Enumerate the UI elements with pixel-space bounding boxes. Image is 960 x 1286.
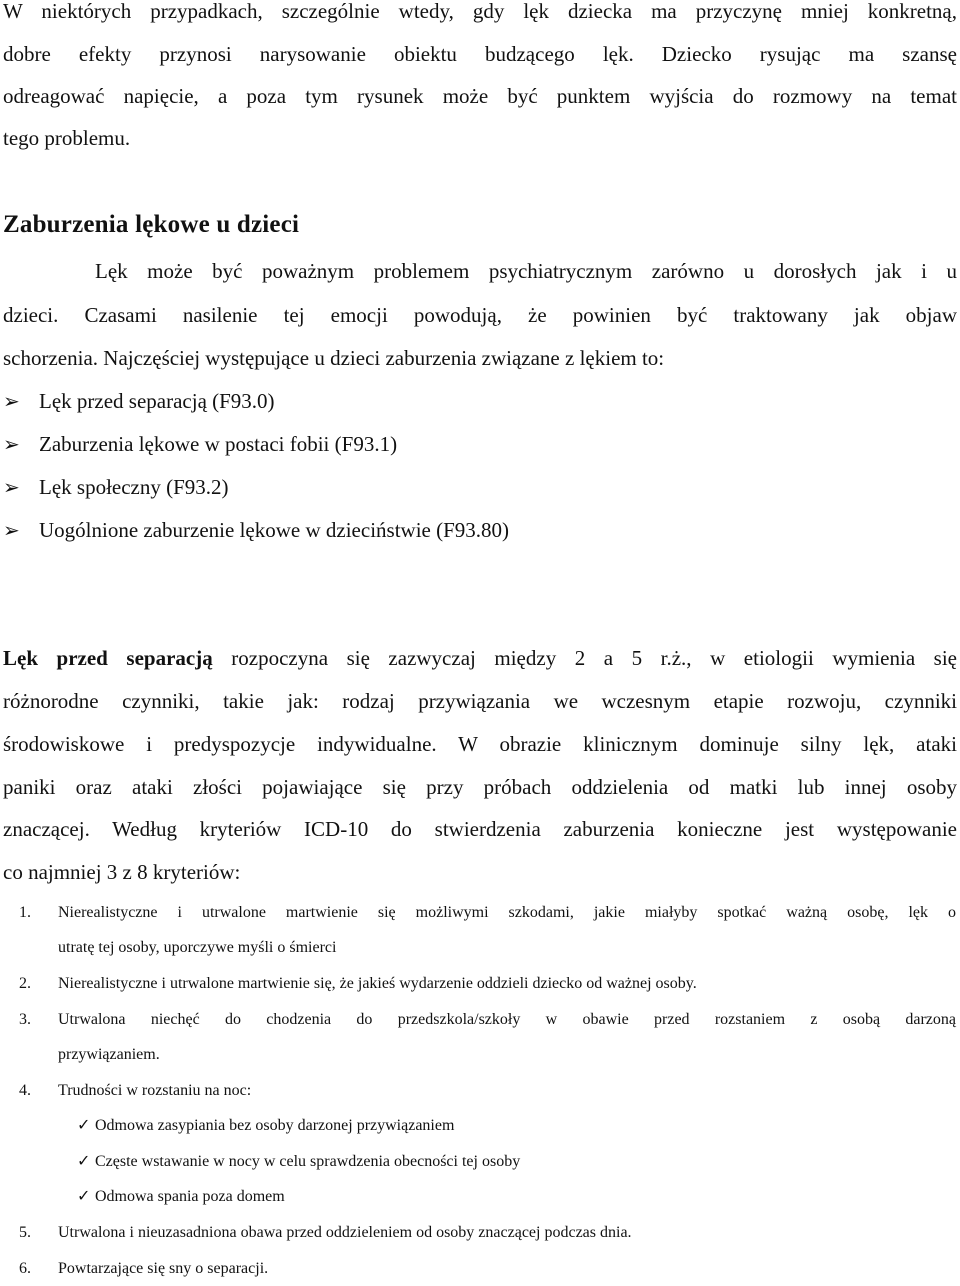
bullet-item bbox=[3, 423, 397, 467]
arrow-bullet-icon: ➢ bbox=[3, 477, 20, 499]
criterion-6-line-1: Powtarzające się sny o separacji. bbox=[58, 1260, 269, 1277]
arrow-bullet-icon: ➢ bbox=[3, 520, 20, 542]
check-subitem bbox=[77, 1108, 454, 1143]
criterion-4-line-1: Trudności w rozstaniu na noc: bbox=[58, 1082, 252, 1099]
intro-line-3: odreagować napięcie, a poza tym rysunek może być punktem wyjścia do rozmowy na temat bbox=[3, 84, 957, 108]
bullet-item bbox=[3, 466, 229, 510]
separation-line-1-rest: rozpoczyna się zazwyczaj między 2 a 5 r.ż., w etiologii wymienia się bbox=[212, 646, 957, 670]
criterion-3-line-1: Utrwalona niechęć do chodzenia do przedszkola/szkoły w obawie przed rozstaniem z osobą darzoną bbox=[58, 1011, 956, 1028]
check-subitem-text: Odmowa spania poza domem bbox=[95, 1188, 285, 1205]
arrow-bullet-icon: ➢ bbox=[3, 434, 20, 456]
check-subitem-text: Odmowa zasypiania bez osoby darzonej przywiązaniem bbox=[95, 1117, 455, 1134]
separation-line-5: znaczącej. Według kryteriów ICD-10 do stwierdzenia zaburzenia konieczne jest występowanie bbox=[3, 817, 957, 841]
check-subitem bbox=[77, 1179, 285, 1214]
section-line-1: Lęk może być poważnym problemem psychiatrycznym zarówno u dorosłych jak i u bbox=[95, 259, 957, 283]
separation-bold-lead: Lęk przed separacją bbox=[3, 646, 213, 670]
bullet-item bbox=[3, 509, 509, 553]
checkmark-icon: ✓ bbox=[77, 1188, 91, 1205]
criterion-3-line-2: przywiązaniem. bbox=[58, 1046, 160, 1063]
checkmark-icon: ✓ bbox=[77, 1153, 91, 1170]
criterion-5-line-1: Utrwalona i nieuzasadniona obawa przed oddzieleniem od osoby znaczącej podczas dnia. bbox=[58, 1224, 632, 1241]
criterion-2-line-1: Nierealistyczne i utrwalone martwienie się, że jakieś wydarzenie oddzieli dziecko od ważnej osoby. bbox=[58, 975, 697, 992]
bullet-text: Lęk przed separacją (F93.0) bbox=[39, 389, 275, 413]
criterion-number: 6. bbox=[19, 1260, 31, 1277]
separation-line-1 bbox=[3, 637, 957, 680]
separation-line-2: różnorodne czynniki, takie jak: rodzaj przywiązania we wczesnym etapie rozwoju, czynniki bbox=[3, 689, 957, 713]
check-subitem bbox=[77, 1144, 520, 1179]
criterion-1-line-1: Nierealistyczne i utrwalone martwienie się możliwymi szkodami, jakie miałyby spotkać ważną osobę, lęk o bbox=[58, 904, 956, 921]
criterion-number: 3. bbox=[19, 1011, 31, 1028]
intro-line-2: dobre efekty przynosi narysowanie obiektu budzącego lęk. Dziecko rysując ma szansę bbox=[3, 42, 957, 66]
criterion-number: 4. bbox=[19, 1082, 31, 1099]
bullet-text: Lęk społeczny (F93.2) bbox=[39, 475, 229, 499]
arrow-bullet-icon: ➢ bbox=[3, 391, 20, 413]
criterion-number: 2. bbox=[19, 975, 31, 992]
separation-line-4: paniki oraz ataki złości pojawiające się przy próbach oddzielenia od matki lub innej osoby bbox=[3, 775, 957, 799]
intro-line-1: W niektórych przypadkach, szczególnie wtedy, gdy lęk dziecka ma przyczynę mniej konkretną, bbox=[3, 0, 957, 23]
criterion-number: 5. bbox=[19, 1224, 31, 1241]
checkmark-icon: ✓ bbox=[77, 1117, 91, 1134]
bullet-text: Uogólnione zaburzenie lękowe w dzieciństwie (F93.80) bbox=[39, 518, 510, 542]
separation-line-3: środowiskowe i predyspozycje indywidualne. W obrazie klinicznym dominuje silny lęk, ataki bbox=[3, 732, 957, 756]
section-line-3: schorzenia. Najczęściej występujące u dzieci zaburzenia związane z lękiem to: bbox=[3, 346, 665, 370]
intro-line-4: tego problemu. bbox=[3, 126, 131, 150]
criterion-number: 1. bbox=[19, 904, 31, 921]
check-subitem-text: Częste wstawanie w nocy w celu sprawdzenia obecności tej osoby bbox=[95, 1153, 521, 1170]
section-heading: Zaburzenia lękowe u dzieci bbox=[3, 211, 300, 238]
section-line-2: dzieci. Czasami nasilenie tej emocji powodują, że powinien być traktowany jak objaw bbox=[3, 303, 957, 327]
bullet-text: Zaburzenia lękowe w postaci fobii (F93.1) bbox=[39, 432, 398, 456]
separation-line-6: co najmniej 3 z 8 kryteriów: bbox=[3, 860, 241, 884]
criterion-1-line-2: utratę tej osoby, uporczywe myśli o śmierci bbox=[58, 939, 337, 956]
bullet-item bbox=[3, 380, 275, 424]
